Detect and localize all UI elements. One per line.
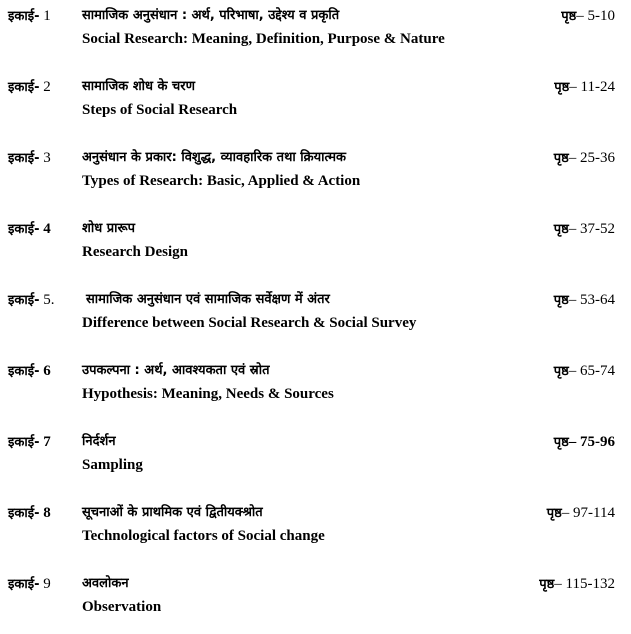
page-range: – 115-132 <box>554 576 615 592</box>
page-word: पृष्ठ <box>553 151 569 166</box>
page-word: पृष्ठ <box>553 364 569 379</box>
unit-word: इकाई- <box>8 80 40 95</box>
unit-word: इकाई- <box>8 577 40 592</box>
unit-word: इकाई- <box>8 435 40 450</box>
page-word: पृष्ठ <box>539 577 555 592</box>
unit-word: इकाई- <box>8 364 40 379</box>
unit-label <box>8 432 51 453</box>
unit-title-hindi: सूचनाओं के प्राथमिक एवं द्वितीयक्श्रोत <box>82 505 263 520</box>
page-word: पृष्ठ <box>553 435 569 450</box>
unit-word: इकाई- <box>8 9 40 24</box>
unit-number: 3 <box>39 150 51 166</box>
page-reference <box>554 219 615 240</box>
unit-word: इकाई- <box>8 506 40 521</box>
unit-title-hindi: अनुसंधान के प्रकार: विशुद्ध, व्यावहारिक तथा क्रियात्मक <box>82 150 346 165</box>
unit-title-english: Steps of Social Research <box>82 102 238 118</box>
page-reference <box>547 503 615 524</box>
unit-label <box>8 290 55 311</box>
page-range: – 65-74 <box>568 363 615 379</box>
unit-title-english: Social Research: Meaning, Definition, Purpose & Nature <box>82 31 445 47</box>
page-word: पृष्ठ <box>553 222 569 237</box>
unit-label <box>8 503 51 524</box>
unit-label <box>8 574 51 595</box>
page-reference <box>554 290 615 311</box>
unit-title-hindi: सामाजिक अनुसंधान एवं सामाजिक सर्वेक्षण में अंतर <box>86 292 330 307</box>
toc-entry-unit-2 <box>0 77 631 137</box>
page-range: – 53-64 <box>568 292 615 308</box>
toc-entry-unit-5 <box>0 290 631 350</box>
unit-number: 8 <box>39 505 51 521</box>
page-range: – 5-10 <box>576 8 615 24</box>
unit-title-english: Hypothesis: Meaning, Needs & Sources <box>82 386 334 402</box>
unit-number: 2 <box>39 79 51 95</box>
unit-title-hindi: निर्दर्शन <box>82 434 116 449</box>
unit-title-english: Types of Research: Basic, Applied & Action <box>82 173 361 189</box>
toc-entry-unit-9 <box>0 574 631 634</box>
page-reference <box>561 6 615 27</box>
unit-title-hindi: उपकल्पना : अर्थ, आवश्यकता एवं स्रोत <box>82 363 270 378</box>
page-word: पृष्ठ <box>554 80 570 95</box>
page-range: – 97-114 <box>561 505 615 521</box>
unit-number: 9 <box>39 576 51 592</box>
toc-entry-unit-6 <box>0 361 631 421</box>
unit-number: 7 <box>39 434 51 450</box>
unit-number: 5. <box>39 292 55 308</box>
unit-title-english: Difference between Social Research & Social Survey <box>82 315 417 331</box>
unit-word: इकाई- <box>8 151 40 166</box>
unit-title-hindi: सामाजिक अनुसंधान : अर्थ, परिभाषा, उद्देश्य व प्रकृति <box>82 8 340 23</box>
unit-title-english: Observation <box>82 599 162 615</box>
toc-entry-unit-7 <box>0 432 631 492</box>
unit-number: 1 <box>39 8 51 24</box>
unit-title-hindi: अवलोकन <box>82 576 129 591</box>
page-reference <box>554 432 615 453</box>
unit-title-english: Technological factors of Social change <box>82 528 325 544</box>
page-range: – 11-24 <box>569 79 615 95</box>
page-range: – 75-96 <box>568 434 615 450</box>
page-reference <box>554 361 615 382</box>
unit-title-hindi: शोध प्रारूप <box>82 221 135 236</box>
unit-label <box>8 361 51 382</box>
page-word: पृष्ठ <box>561 9 577 24</box>
page-word: पृष्ठ <box>553 293 569 308</box>
toc-entry-unit-1 <box>0 6 631 66</box>
page-word: पृष्ठ <box>546 506 562 521</box>
unit-title-english: Research Design <box>82 244 188 260</box>
unit-title-english: Sampling <box>82 457 143 473</box>
unit-number: 6 <box>39 363 51 379</box>
unit-title-hindi: सामाजिक शोध के चरण <box>82 79 196 94</box>
toc-entry-unit-3 <box>0 148 631 208</box>
unit-number: 4 <box>39 221 51 237</box>
unit-label <box>8 6 51 27</box>
page-reference <box>554 148 615 169</box>
unit-label <box>8 77 51 98</box>
unit-word: इकाई- <box>8 222 40 237</box>
page-reference <box>539 574 615 595</box>
unit-label <box>8 219 51 240</box>
page-reference <box>554 77 615 98</box>
toc-entry-unit-4 <box>0 219 631 279</box>
page-range: – 37-52 <box>568 221 615 237</box>
toc-entry-unit-8 <box>0 503 631 563</box>
unit-word: इकाई- <box>8 293 40 308</box>
unit-label <box>8 148 51 169</box>
page-range: – 25-36 <box>568 150 615 166</box>
